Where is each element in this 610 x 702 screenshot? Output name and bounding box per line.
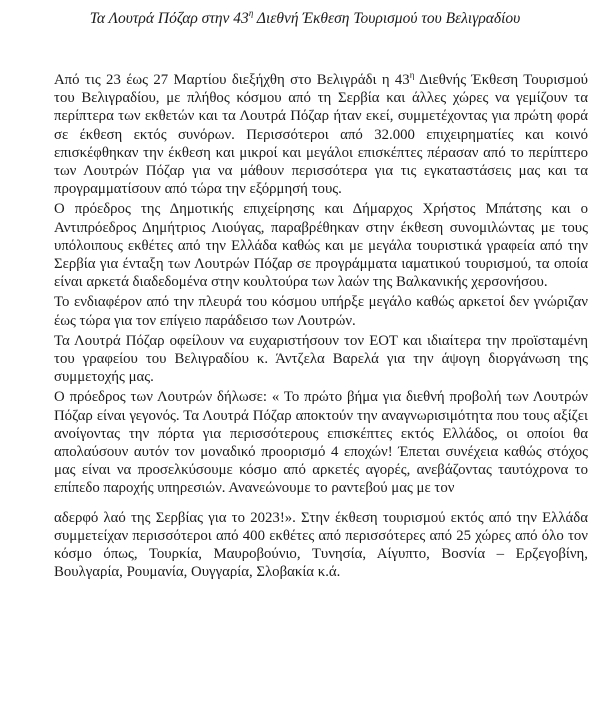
- paragraph-intro-after: Διεθνής Έκθεση Τουρισμού του Βελιγραδίου, με πλήθος κόσμου από τη Σερβία και άλλες χώρες να γεμίζουν τα περίπτερα των εκθετών και τα Λουτρά Πόζαρ ήταν εκεί, συμμετέχοντας για πρώτη φορά σε έκθεση εκτός συνόρων. Περισσότεροι από 32.000 επιχειρηματίες και κοινό επισκέφθηκαν την έκθεση και μικροί και μεγάλοι επισκέπτες πέρασαν από το περίπτερο των Λουτρών Πόζαρ για να μάθουν περισσότερα για τις εγκαταστάσεις μας και τα προγραμματίσουν από τώρα την εξόρμησή τους.: [54, 72, 588, 198]
- document-title: [0, 9, 610, 29]
- paragraph-president-visit: Ο πρόεδρος της Δημοτικής επιχείρησης και Δήμαρχος Χρήστος Μπάτσης και ο Αντιπρόεδρος Δημήτριος Λιούγας, παραβρέθηκαν στην έκθεση συνομιλώντας με τους υπόλοιπους εκθέτες από την Ελλάδα καθώς και με μεγάλα τουριστικά γραφεία από την Σερβία για ένταξη των Λουτρών Πόζαρ σε προγράμματα ιαματικού τουρισμού, τα οποία είναι αρκετά διαδεδομένα στην κουλτούρα των λαών της Βαλκανικής χερσονήσου.: [54, 201, 588, 291]
- paragraph-intro-superscript: η: [409, 70, 415, 81]
- paragraph-president-statement: Ο πρόεδρος των Λουτρών δήλωσε: « Το πρώτο βήμα για διεθνή προβολή των Λουτρών Πόζαρ είναι γεγονός. Τα Λουτρά Πόζαρ αποκτούν την αναγνωρισιμότητα που τους αξίζει ανοίγοντας την πόρτα για περισσότερους επισκέπτες εκτός Ελλάδος, οι οποίοι θα απολαύσουν αυτόν τον μοναδικό προορισμό 4 εποχών! Έπεται συνέχεια καθώς στόχος μας είναι να προσελκύσουμε κόσμο από αρκετές αγορές, ανεβάζοντας ταυτόχρονα το επίπεδο παροχής υπηρεσιών. Ανανεώνουμε το ραντεβού μας με τον: [54, 389, 588, 497]
- title-prefix: Τα Λουτρά Πόζαρ στην 43: [89, 10, 249, 27]
- document-body: [54, 71, 588, 581]
- title-superscript: η: [248, 7, 254, 18]
- paragraph-thanks: Τα Λουτρά Πόζαρ οφείλουν να ευχαριστήσουν τον ΕΟΤ και ιδιαίτερα την προϊσταμένη του γραφείου του Βελιγραδίου κ. Άντζελα Βαρελά για την άψογη διοργάνωση της συμμετοχής μας.: [54, 332, 588, 386]
- paragraph-intro: [54, 71, 588, 198]
- paragraph-intro-before: Από τις 23 έως 27 Μαρτίου διεξήχθη στο Βελιγράδι η 43: [54, 72, 410, 88]
- paragraph-public-interest: Το ενδιαφέρον από την πλευρά του κόσμου υπήρξε μεγάλο καθώς αρκετοί δεν γνώριζαν έως τώρα για τον επίγειο παράδεισο των Λουτρών.: [54, 294, 588, 329]
- title-suffix: Διεθνή Έκθεση Τουρισμού του Βελιγραδίου: [253, 10, 521, 27]
- paragraph-exhibitors: αδερφό λαό της Σερβίας για το 2023!». Στην έκθεση τουρισμού εκτός από την Ελλάδα συμμετείχαν περισσότεροι από 400 εκθέτες από περισσότερες από 25 χώρες από όλο τον κόσμο όπως, Τουρκία, Μαυροβούνιο, Τυνησία, Αίγυπτο, Βοσνία – Ερζεγοβίνη, Βουλγαρία, Ρουμανία, Ουγγαρία, Σλοβακία κ.ά.: [54, 509, 588, 581]
